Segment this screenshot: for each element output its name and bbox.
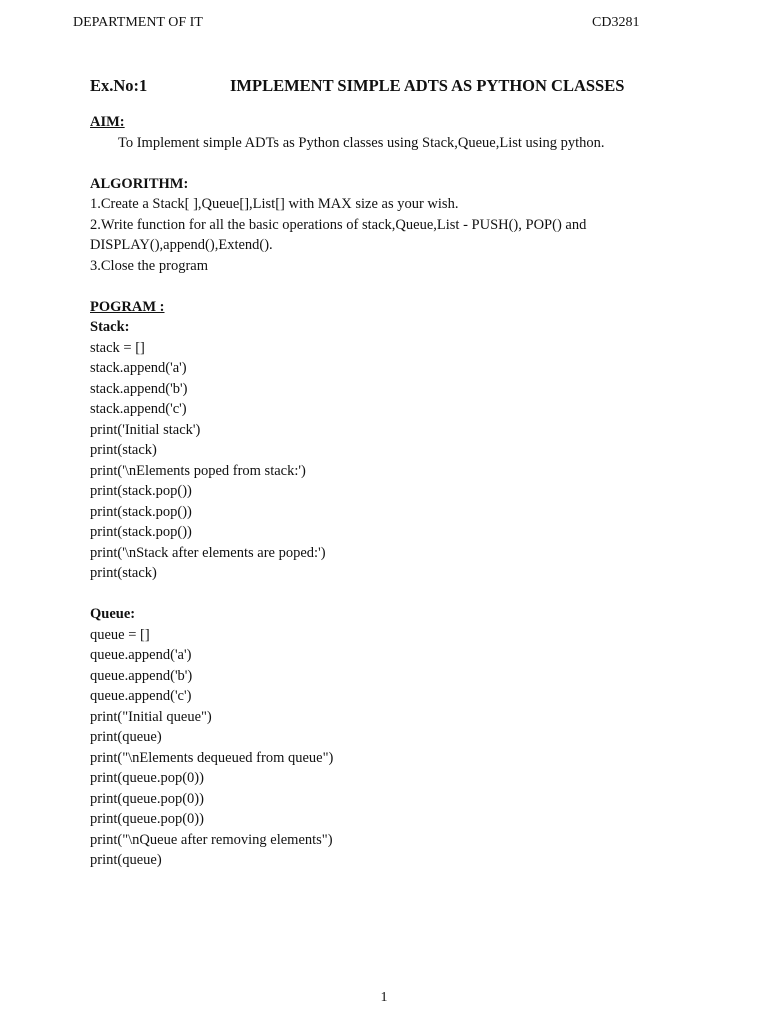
code-line: print('Initial stack') [90,421,201,438]
course-code-header: CD3281 [592,15,640,30]
code-line: stack.append('c') [90,401,187,417]
code-line: print(stack.pop()) [90,483,192,499]
stack-code [90,338,690,584]
code-line: print(queue.pop(0)) [90,811,204,827]
algorithm-heading: ALGORITHM: [90,175,189,192]
code-line: print(queue) [90,729,162,745]
code-line: print(queue) [90,852,162,868]
queue-code [90,625,690,871]
code-line: queue.append('c') [90,688,192,704]
code-line: queue.append('a') [90,647,192,663]
code-line: print('\nStack after elements are poped:') [90,544,326,561]
program-heading: POGRAM : [90,298,165,315]
experiment-title: IMPLEMENT SIMPLE ADTS AS PYTHON CLASSES [230,76,625,95]
code-line: print("\nQueue after removing elements") [90,831,333,848]
aim-heading: AIM: [90,114,125,130]
queue-heading: Queue: [90,606,136,622]
code-line: print(stack.pop()) [90,524,192,540]
experiment-number: Ex.No:1 [90,76,148,95]
code-line: print(queue.pop(0)) [90,770,204,786]
code-line: print(stack) [90,565,157,581]
document-body [90,112,690,871]
code-line: print(stack.pop()) [90,503,192,520]
spacer [90,276,690,297]
algorithm-steps [90,194,690,276]
code-line: print(stack) [90,442,157,458]
algorithm-line: 2.Write function for all the basic operations of stack,Queue,List - PUSH(), POP() and [90,216,587,233]
code-line: print('\nElements poped from stack:') [90,462,306,479]
department-header: DEPARTMENT OF IT [73,15,203,30]
code-line: print(queue.pop(0)) [90,790,204,807]
code-line: queue.append('b') [90,667,193,684]
code-line: print("Initial queue") [90,708,212,725]
code-line: stack = [] [90,339,145,356]
algorithm-line: DISPLAY(),append(),Extend(). [90,237,273,253]
code-line: stack.append('b') [90,380,188,397]
code-line: queue = [] [90,626,150,643]
algorithm-line: 3.Close the program [90,257,208,274]
spacer [90,153,690,174]
page-number: 1 [380,990,388,1005]
spacer [90,584,690,605]
code-line: print("\nElements dequeued from queue") [90,749,334,766]
stack-heading: Stack: [90,319,130,335]
algorithm-line: 1.Create a Stack[ ],Queue[],List[] with MAX size as your wish. [90,196,459,212]
code-line: stack.append('a') [90,360,187,376]
aim-text: To Implement simple ADTs as Python classes using Stack,Queue,List using python. [118,134,605,151]
